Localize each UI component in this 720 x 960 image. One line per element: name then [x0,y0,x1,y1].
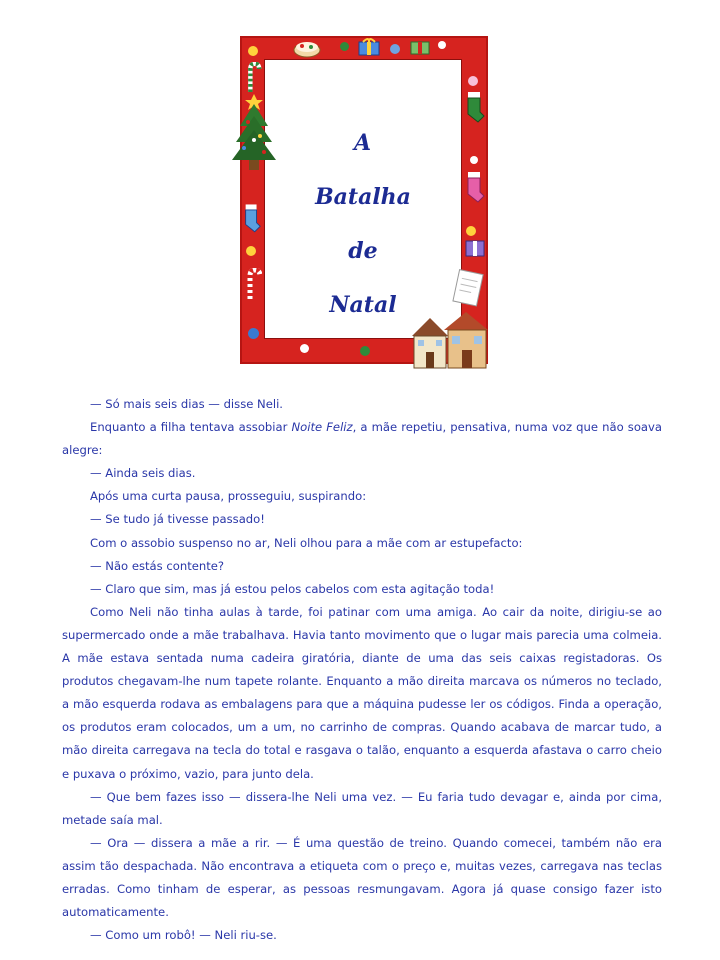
paragraph: — Como um robô! — Neli riu-se. [90,928,277,943]
paragraph: — Claro que sim, mas já estou pelos cabelos com esta agitação toda! [90,581,495,596]
paragraph: Como Neli não tinha aulas à tarde, foi patinar com uma amiga. Ao cair da noite, dirigiu-se ao supermercado onde a mãe trabalhava. Havia tanto movimento que o lugar mais parecia uma colmeia. A mãe estava sentada numa cadeira giratória, diante de uma das seis caixas registadoras. Os produtos chegavam-lhe num tapete rolante. Enquanto a mão direita marcava os números no teclado, a mão esquerda rodava as embalagens para que a máquina pudesse ler os códigos. Finda a operação, os produtos eram colocados, um a um, no carrinho de compras. Quando acabava de marcar tudo, a mão direita carregava na tecla do total e rasgava o talão, enquanto a esquerda afastava o carro cheio e puxava o próximo, vazio, para junto dela. [62,604,662,781]
title-line: Natal [329,292,397,318]
stocking-icon [464,92,486,124]
ornament-icon [246,246,256,256]
title-line: de [348,238,378,264]
gift-icon [410,39,430,55]
ornament-icon [468,76,478,86]
paragraph: — Ainda seis dias. [90,466,196,481]
cake-icon [292,36,322,58]
book-title [265,116,461,332]
ornament-icon [470,156,478,164]
paragraph [62,416,662,462]
candy-cane-icon [244,62,262,92]
song-title: Noite Feliz [291,420,353,435]
ornament-icon [360,346,370,356]
ornament-icon [438,41,446,49]
candy-cane-icon [244,268,262,302]
ornament-icon [466,226,476,236]
paragraph: — Se tudo já tivesse passado! [90,512,265,527]
paragraph: — Só mais seis dias — disse Neli. [90,397,283,411]
gift-icon [358,38,380,56]
paragraph-text: , a mãe repetiu, pensativa, numa voz que não soava alegre: [62,420,662,458]
christmas-tree-icon [228,92,280,176]
ornament-icon [390,44,400,54]
ornament-icon [248,328,259,339]
paragraph: Após uma curta pausa, prosseguiu, suspirando: [90,489,367,504]
christmas-frame-illustration [240,36,488,364]
ornament-icon [340,42,349,51]
houses-icon [408,312,494,370]
title-line: A [353,130,373,156]
paragraph: — Não estás contente? [90,558,225,573]
paragraph-text: Enquanto a filha tentava assobiar [90,420,292,435]
title-panel [265,60,461,338]
ornament-icon [300,344,309,353]
stocking-icon [242,204,262,234]
gift-icon [464,236,486,258]
paragraph: — Que bem fazes isso — dissera-lhe Neli uma vez. — Eu faria tudo devagar e, ainda por cima, metade saía mal. [62,789,662,827]
note-card-icon [452,268,486,308]
paragraph: Com o assobio suspenso no ar, Neli olhou para a mãe com ar estupefacto: [90,535,523,550]
ornament-icon [248,46,258,56]
title-line: Batalha [315,184,411,210]
story-text [62,393,662,947]
stocking-icon [464,172,486,204]
paragraph: — Ora — dissera a mãe a rir. — É uma questão de treino. Quando comecei, também não era assim tão despachada. Não encontrava a etiqueta com o preço e, muitas vezes, carregava nas teclas erradas. Como tinham de esperar, as pessoas resmungavam. Agora já quase consigo fazer isto automaticamente. [62,835,662,920]
